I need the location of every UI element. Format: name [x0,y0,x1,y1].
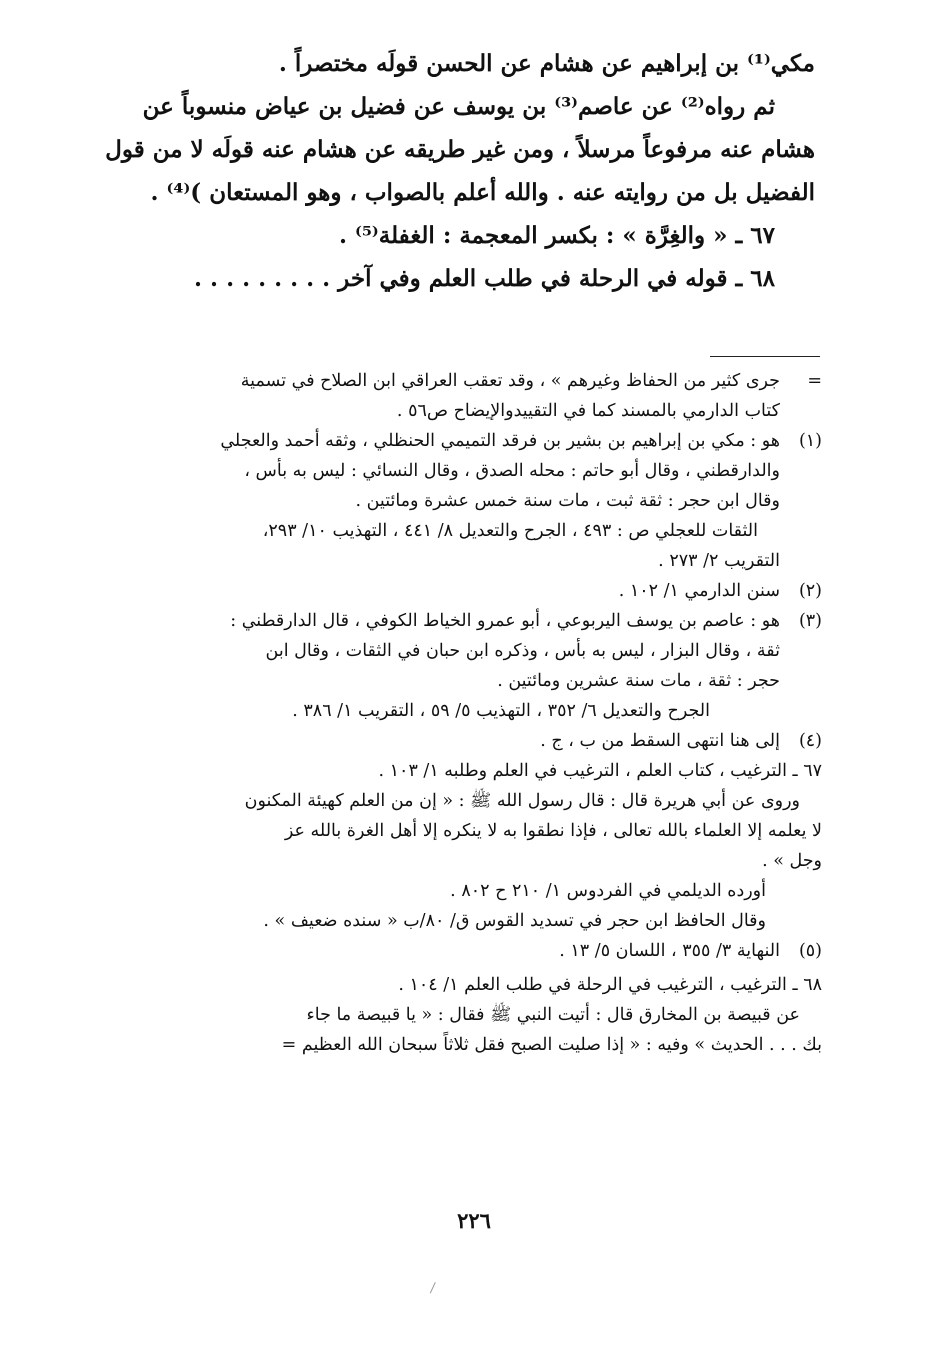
note-68-heading: ٦٨ ـ الترغيب ، الترغيب في الرحلة في طلب العلم ١/ ١٠٤ . [398,975,822,995]
footnote-5 [110,936,822,966]
footnote-line: إلى هنا انتهى السقط من ب ، ج . [540,731,780,751]
footnote-1 [110,426,822,576]
note-67-line: لا يعلمه إلا العلماء بالله تعالى ، فإذا نطقوا به لا ينكره إلا أهل الغرة بالله عز [284,821,822,841]
footnote-number: (٣) [798,611,822,631]
footnotes [110,366,822,1060]
footnote-number: (١) [798,431,822,451]
footnote-line: سنن الدارمي ١/ ١٠٢ . [618,581,780,601]
footnote-2 [110,576,822,606]
footnote-4 [110,726,822,756]
main-line-4: الفضيل بل من روايته عنه . والله أعلم بالصواب ، وهو المستعان )⁽⁴⁾ . [150,179,815,206]
main-line-6: ٦٨ ـ قوله في الرحلة في طلب العلم وفي آخر . . . . . . . . . [194,265,775,292]
note-68-line: بك . . . الحديث » وفيه : « إذا صليت الصبح فقل ثلاثاً سبحان الله العظيم = [281,1035,822,1055]
note-67 [110,756,822,936]
page-number: ٢٢٦ [457,1208,491,1233]
main-line-1: مكي⁽¹⁾ بن إبراهيم عن هشام عن الحسن قولَه مختصراً . [278,50,815,77]
footnote-line: والدارقطني ، وقال أبو حاتم : محله الصدق ، وقال النسائي : ليس به بأس ، [244,461,780,481]
footnote-number: = [807,371,822,391]
footnote-number: (٤) [798,731,822,751]
footnote-source: الثقات للعجلي ص : ٤٩٣ ، الجرح والتعديل ٨/ ٤٤١ ، التهذيب ١٠/ ٢٩٣، [262,521,758,541]
footnote-source: التقريب ٢/ ٢٧٣ . [658,551,780,571]
scan-mark [430,1282,441,1296]
main-text [95,42,815,300]
footnote-line: كتاب الدارمي بالمسند كما في التقييدوالإيضاح ص٥٦ . [396,401,780,421]
footnote-line: جرى كثير من الحفاظ وغيرهم » ، وقد تعقب العراقي ابن الصلاح في تسمية [240,371,780,391]
main-line-5: ٦٧ ـ « والغِرَّة » : بكسر المعجمة : الغفلة⁽⁵⁾ . [338,222,775,249]
footnote-number: (٥) [798,941,822,961]
note-67-heading: ٦٧ ـ الترغيب ، كتاب العلم ، الترغيب في العلم وطلبه ١/ ١٠٣ . [378,761,822,781]
note-67-line: وروى عن أبي هريرة قال : قال رسول الله ﷺ : « إن من العلم كهيئة المكنون [244,791,800,811]
footnote-continued [110,366,822,426]
footnote-divider [710,356,820,357]
footnote-line: هو : مكي بن إبراهيم بن بشير بن فرقد التميمي الحنظلي ، وثقه أحمد والعجلي [220,431,780,451]
main-line-2: ثم رواه⁽²⁾ عن عاصم⁽³⁾ بن يوسف عن فضيل بن عياض منسوباً عن [142,93,775,120]
footnote-source: الجرح والتعديل ٦/ ٣٥٢ ، التهذيب ٥/ ٥٩ ، التقريب ١/ ٣٨٦ . [292,701,710,721]
note-67-source: وقال الحافظ ابن حجر في تسديد القوس ق/ ٨٠/ب « سنده ضعيف » . [263,911,766,931]
main-line-3: هشام عنه مرفوعاً مرسلاً ، ومن غير طريقه عن هشام عنه قولَه لا من قول [105,136,815,163]
footnote-number: (٢) [798,581,822,601]
footnote-line: حجر : ثقة ، مات سنة عشرين ومائتين . [497,671,780,691]
note-68 [110,970,822,1060]
note-67-line: وجل » . [762,851,822,871]
footnote-3 [110,606,822,726]
footnote-line: هو : عاصم بن يوسف اليربوعي ، أبو عمرو الخياط الكوفي ، قال الدارقطني : [230,611,780,631]
footnote-line: النهاية ٣/ ٣٥٥ ، اللسان ٥/ ١٣ . [559,941,780,961]
note-67-source: أورده الديلمي في الفردوس ١/ ٢١٠ ح ٨٠٢ . [450,881,766,901]
footnote-line: وقال ابن حجر : ثقة ثبت ، مات سنة خمس عشرة ومائتين . [355,491,780,511]
footnote-line: ثقة ، وقال البزار ، ليس به بأس ، وذكره ابن حبان في الثقات ، وقال ابن [265,641,780,661]
note-68-line: عن قبيصة بن المخارق قال : أتيت النبي ﷺ فقال : « يا قبيصة ما جاء [306,1005,800,1025]
